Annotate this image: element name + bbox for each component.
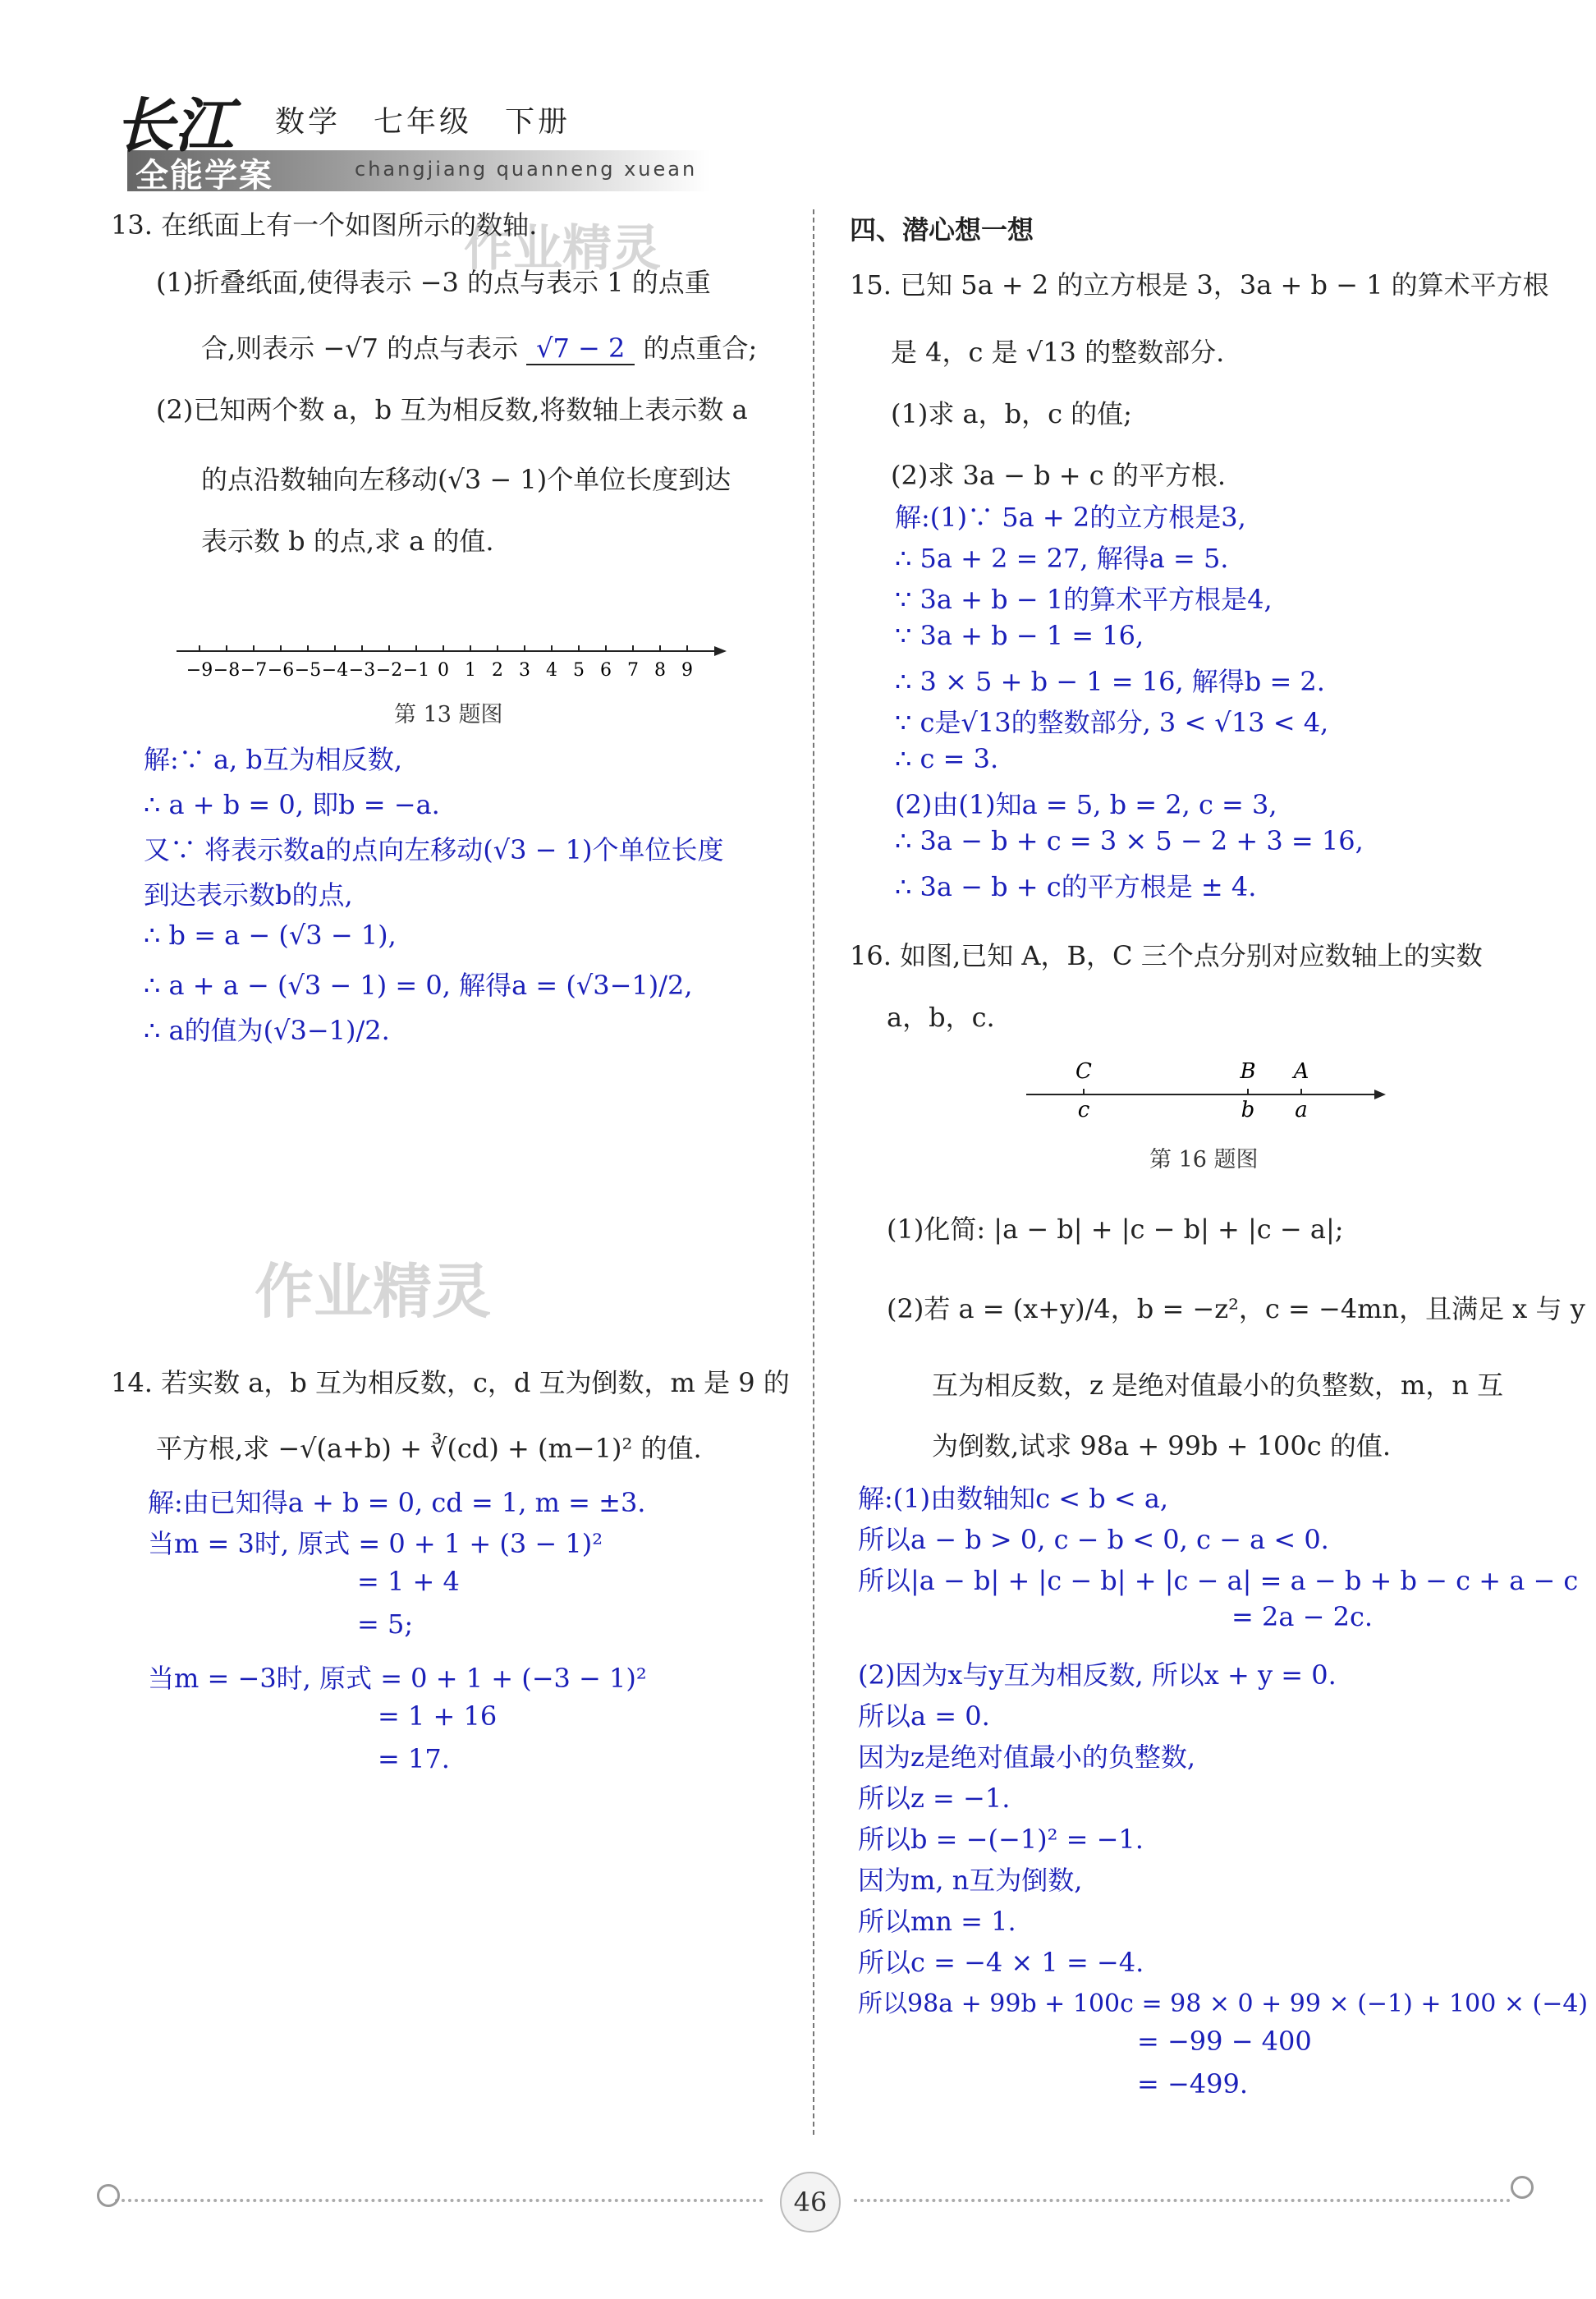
q15-part2: (2)求 3a − b + c 的平方根. xyxy=(891,460,1227,491)
point-value-a: a xyxy=(1295,1098,1308,1121)
q13-part1-line2 xyxy=(201,333,757,365)
axis-tick-label: −3 xyxy=(348,660,376,681)
q15-part1: (1)求 a，b，c 的值; xyxy=(891,398,1132,429)
q15-solution-line: ∴ 3a − b + c的平方根是 ± 4. xyxy=(895,871,1257,902)
q13-number-line xyxy=(177,636,727,686)
q16-solution xyxy=(858,1478,1588,2111)
q15-solution-line: (2)由(1)知a = 5, b = 2, c = 3, xyxy=(895,789,1277,820)
q13-solution-line: 到达表示数b的点, xyxy=(144,879,353,911)
q16-solution-line: 所以b = −(−1)² = −1. xyxy=(858,1824,1144,1855)
footer-rule-left xyxy=(115,2199,764,2202)
q16-solution-line: = −499. xyxy=(1137,2068,1249,2099)
section-title: 四、潜心想一想 xyxy=(850,214,1034,246)
q14-stem-line2: 平方根,求 −√(a+b) + ∛(cd) + (m−1)² 的值. xyxy=(156,1433,702,1464)
q13-figure-caption: 第 13 题图 xyxy=(394,702,503,727)
q13-solution-line: ∴ a的值为(√3−1)/2. xyxy=(144,1015,390,1046)
q15-solution-line: ∴ c = 3. xyxy=(895,743,999,774)
q14-solution-line: 解:由已知得a + b = 0, cd = 1, m = ±3. xyxy=(148,1487,646,1518)
footer-rule-right xyxy=(854,2199,1511,2202)
q14-solution-line: = 1 + 16 xyxy=(378,1700,498,1732)
axis-tick-label: −1 xyxy=(402,660,430,681)
q16-solution-line: 所以mn = 1. xyxy=(858,1906,1016,1937)
book-pinyin: changjiang quanneng xuean xyxy=(355,158,698,181)
q13-part1-text: 合,则表示 −√7 的点与表示 xyxy=(201,333,519,364)
q16-part2-line3: 为倒数,试求 98a + 99b + 100c 的值. xyxy=(932,1430,1392,1462)
book-title: 数学 七年级 下册 xyxy=(275,105,571,139)
q13-stem: 13. 在纸面上有一个如图所示的数轴. xyxy=(111,209,538,241)
q13-solution-line: 解:∵ a, b互为相反数, xyxy=(144,744,403,775)
page-number: 46 xyxy=(780,2172,841,2232)
q14-solution xyxy=(148,1482,647,1786)
q15-solution xyxy=(895,497,1364,907)
logo-subtitle: 全能学案 xyxy=(135,157,273,195)
q16-figure-caption: 第 16 题图 xyxy=(1149,1147,1259,1172)
q14-solution-line: 当m = 3时, 原式 = 0 + 1 + (3 − 1)² xyxy=(148,1528,603,1559)
q15-solution-line: ∴ 5a + 2 = 27, 解得a = 5. xyxy=(895,543,1229,574)
q13-part2-line3: 表示数 b 的点,求 a 的值. xyxy=(201,525,494,557)
axis-tick-label: −4 xyxy=(321,660,349,681)
q16-solution-line: 所以a − b > 0, c − b < 0, c − a < 0. xyxy=(858,1524,1329,1555)
axis-tick-label: 3 xyxy=(519,660,530,681)
q15-stem-line2: 是 4，c 是 √13 的整数部分. xyxy=(891,337,1225,368)
q13-solution-line: ∴ b = a − (√3 − 1), xyxy=(144,920,397,951)
q15-solution-line: 解:(1)∵ 5a + 2的立方根是3, xyxy=(895,502,1246,533)
q13-part2-line2: 的点沿数轴向左移动(√3 − 1)个单位长度到达 xyxy=(201,464,732,495)
q13-part1: (1)折叠纸面,使得表示 −3 的点与表示 1 的点重 xyxy=(156,267,711,298)
q13-answer-blank: √7 − 2 xyxy=(526,333,635,365)
q16-solution-line: 因为z是绝对值最小的负整数, xyxy=(858,1741,1196,1773)
point-label-A: A xyxy=(1293,1059,1309,1084)
watermark: 作业精灵 xyxy=(464,220,661,278)
q16-number-line xyxy=(1026,1055,1387,1121)
axis-tick-label: 8 xyxy=(654,660,666,681)
axis-tick-label: −8 xyxy=(213,660,241,681)
q15-solution-line: ∴ 3a − b + c = 3 × 5 − 2 + 3 = 16, xyxy=(895,825,1364,856)
q15-solution-line: ∵ 3a + b − 1 = 16, xyxy=(895,620,1144,651)
axis-tick-label: −9 xyxy=(186,660,213,681)
axis-tick-label: 7 xyxy=(627,660,639,681)
q13-solution-line: ∴ a + a − (√3 − 1) = 0, 解得a = (√3−1)/2, xyxy=(144,970,693,1001)
logo-title: 长江 xyxy=(115,90,234,160)
q16-part2-line2: 互为相反数，z 是绝对值最小的负整数，m，n 互 xyxy=(932,1370,1504,1401)
axis-tick-label: 4 xyxy=(546,660,557,681)
q14-solution-line: 当m = −3时, 原式 = 0 + 1 + (−3 − 1)² xyxy=(148,1663,647,1694)
q13-solution xyxy=(144,739,724,1055)
q16-part2: (2)若 a = (x+y)/4，b = −z²，c = −4mn，且满足 x 与 y xyxy=(887,1293,1585,1324)
axis-tick-label: 2 xyxy=(492,660,503,681)
q16-solution-line: 所以a = 0. xyxy=(858,1700,990,1732)
point-value-c: c xyxy=(1077,1098,1090,1121)
axis-tick-label: 1 xyxy=(465,660,476,681)
q15-stem: 15. 已知 5a + 2 的立方根是 3，3a + b − 1 的算术平方根 xyxy=(850,269,1549,301)
q14-solution-line: = 1 + 4 xyxy=(357,1566,460,1597)
q16-solution-line: 所以|a − b| + |c − b| + |c − a| = a − b + b − c + a − c xyxy=(858,1565,1579,1596)
footer-ornament-right xyxy=(1511,2176,1534,2199)
q14-solution-line: = 5; xyxy=(357,1608,414,1640)
q16-solution-line: 所以z = −1. xyxy=(858,1783,1011,1814)
q16-part1: (1)化简: |a − b| + |c − b| + |c − a|; xyxy=(887,1214,1344,1245)
axis-tick-label: −6 xyxy=(267,660,295,681)
column-divider xyxy=(813,209,814,2135)
axis-tick-label: −7 xyxy=(240,660,268,681)
axis-tick-label: 5 xyxy=(573,660,585,681)
q14-solution-line: = 17. xyxy=(378,1743,450,1774)
axis-tick-label: 9 xyxy=(681,660,693,681)
q16-solution-line: (2)因为x与y互为相反数, 所以x + y = 0. xyxy=(858,1659,1337,1691)
q16-stem: 16. 如图,已知 A，B，C 三个点分别对应数轴上的实数 xyxy=(850,940,1483,971)
axis-tick-label: −5 xyxy=(294,660,322,681)
point-label-C: C xyxy=(1075,1059,1092,1084)
axis-tick-label: −2 xyxy=(375,660,403,681)
q16-solution-line: = −99 − 400 xyxy=(1137,2026,1312,2057)
q15-solution-line: ∴ 3 × 5 + b − 1 = 16, 解得b = 2. xyxy=(895,666,1325,697)
q16-solution-line: 所以98a + 99b + 100c = 98 × 0 + 99 × (−1) + 100 × (−4) xyxy=(858,1989,1589,2018)
q15-solution-line: ∵ 3a + b − 1的算术平方根是4, xyxy=(895,584,1273,615)
axis-tick-label: 6 xyxy=(600,660,612,681)
q16-solution-line: = 2a − 2c. xyxy=(1231,1601,1374,1632)
q15-solution-line: ∵ c是√13的整数部分, 3 < √13 < 4, xyxy=(895,707,1329,738)
watermark: 作业精灵 xyxy=(255,1257,492,1326)
q13-part2: (2)已知两个数 a，b 互为相反数,将数轴上表示数 a xyxy=(156,394,748,425)
point-label-B: B xyxy=(1240,1059,1256,1084)
point-value-b: b xyxy=(1241,1098,1255,1121)
q13-solution-line: ∴ a + b = 0, 即b = −a. xyxy=(144,789,440,820)
q13-solution-line: 又∵ 将表示数a的点向左移动(√3 − 1)个单位长度 xyxy=(144,834,724,865)
q14-stem: 14. 若实数 a，b 互为相反数，c，d 互为倒数，m 是 9 的 xyxy=(111,1367,790,1398)
axis-tick-label: 0 xyxy=(438,660,449,681)
q13-part1-text-end: 的点重合; xyxy=(643,333,758,364)
q16-solution-line: 因为m, n互为倒数, xyxy=(858,1865,1083,1896)
footer-ornament-left xyxy=(97,2184,120,2207)
q16-solution-line: 解:(1)由数轴知c < b < a, xyxy=(858,1483,1169,1514)
q16-solution-line: 所以c = −4 × 1 = −4. xyxy=(858,1947,1144,1978)
q16-stem-line2: a，b，c. xyxy=(887,1002,995,1033)
